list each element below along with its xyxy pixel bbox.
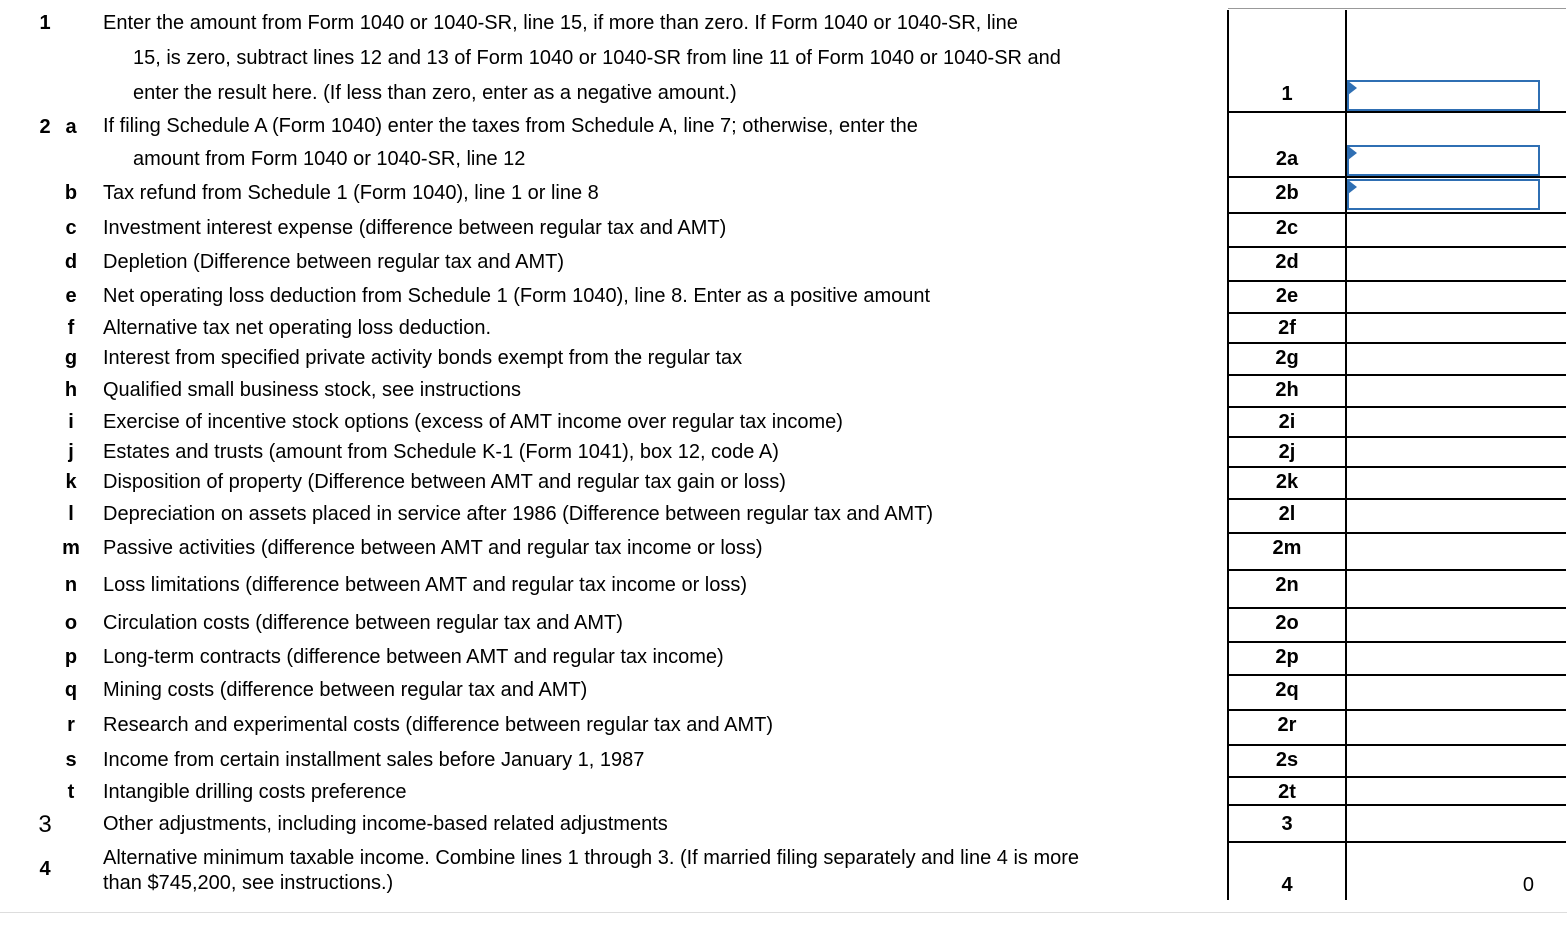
- line-2f-text: Alternative tax net operating loss deduction.: [103, 317, 492, 339]
- line-2m-text: Passive activities (difference between AMT and regular tax income or loss): [103, 537, 763, 559]
- line-2p-text: Long-term contracts (difference between AMT and regular tax income): [103, 646, 724, 668]
- row-rule: [1228, 804, 1566, 806]
- line-2f-label: 2f: [1278, 317, 1296, 339]
- line-2k-amount-input[interactable]: [1347, 468, 1540, 498]
- line-4-number: 4: [39, 858, 51, 880]
- line-2c-text: Investment interest expense (difference between regular tax and AMT): [103, 217, 727, 239]
- line-2i-label: 2i: [1278, 411, 1296, 433]
- line-3-label: 3: [1281, 813, 1293, 835]
- line-2r-label: 2r: [1277, 714, 1297, 736]
- line-2t-text: Intangible drilling costs preference: [103, 781, 407, 803]
- line-3-amount-input[interactable]: [1347, 809, 1540, 840]
- line-2j-label: 2j: [1278, 441, 1296, 463]
- bottom-rule: [0, 912, 1567, 913]
- line-2m-letter: m: [62, 537, 80, 559]
- line-2k-label: 2k: [1275, 471, 1299, 493]
- line-2d-label: 2d: [1275, 251, 1299, 273]
- line-2j-text: Estates and trusts (amount from Schedule K-1 (Form 1041), box 12, code A): [103, 441, 779, 463]
- line-2d-amount-input[interactable]: [1347, 248, 1540, 280]
- row-rule: [1228, 176, 1566, 178]
- line-2l-text: Depreciation on assets placed in service after 1986 (Difference between regular tax and AMT): [103, 503, 934, 525]
- line-2s-letter: s: [65, 749, 77, 771]
- line-2e-text: Net operating loss deduction from Schedule 1 (Form 1040), line 8. Enter as a positive amount: [103, 285, 931, 307]
- line-2h-amount-input[interactable]: [1347, 376, 1540, 406]
- line-2j-letter: j: [68, 441, 74, 463]
- line-2a-label: 2a: [1275, 148, 1299, 170]
- line-2e-label: 2e: [1275, 285, 1299, 307]
- line-1-label: 1: [1281, 83, 1293, 105]
- line-2e-amount-input[interactable]: [1347, 282, 1540, 312]
- line-2d-text: Depletion (Difference between regular tax and AMT): [103, 251, 564, 273]
- line-2n-amount-input[interactable]: [1347, 571, 1540, 607]
- row-rule: [1228, 841, 1566, 843]
- line-2o-label: 2o: [1275, 612, 1299, 634]
- line-4-text: Alternative minimum taxable income. Combine lines 1 through 3. (If married filing separately and line 4 is more than $745,200, see instructions.): [103, 847, 1080, 894]
- line-2c-label: 2c: [1275, 217, 1299, 239]
- line-2j-amount-input[interactable]: [1347, 438, 1540, 466]
- line-2c-amount-input[interactable]: [1347, 214, 1540, 246]
- line-2q-letter: q: [64, 679, 78, 701]
- line-4-label: 4: [1281, 874, 1293, 896]
- line-4-amount: 0: [1522, 874, 1534, 896]
- line-2s-amount-input[interactable]: [1347, 746, 1540, 776]
- line-2h-label: 2h: [1275, 379, 1299, 401]
- line-2t-letter: t: [67, 781, 75, 803]
- line-2l-amount-input[interactable]: [1347, 500, 1540, 532]
- line-2p-letter: p: [64, 646, 78, 668]
- line-2r-text: Research and experimental costs (difference between regular tax and AMT): [103, 714, 773, 736]
- row-rule: [1228, 111, 1566, 113]
- line-2a-letter: a: [65, 116, 77, 138]
- line-2i-letter: i: [68, 411, 74, 433]
- line-3-text: Other adjustments, including income-based related adjustments: [103, 813, 668, 835]
- line-2f-letter: f: [67, 317, 75, 339]
- line-2-number: 2: [39, 116, 51, 138]
- line-2s-text: Income from certain installment sales before January 1, 1987: [103, 749, 645, 771]
- line-2g-letter: g: [64, 347, 78, 369]
- line-2l-letter: l: [68, 503, 74, 525]
- line-2n-text: Loss limitations (difference between AMT and regular tax income or loss): [103, 574, 748, 596]
- line-1-number: 1: [39, 12, 51, 34]
- line-2m-amount-input[interactable]: [1347, 534, 1540, 569]
- line-2r-letter: r: [67, 714, 75, 736]
- line-2o-letter: o: [64, 612, 78, 634]
- line-2h-letter: h: [64, 379, 78, 401]
- line-2g-label: 2g: [1275, 347, 1299, 369]
- line-2e-letter: e: [65, 285, 77, 307]
- line-2i-text: Exercise of incentive stock options (excess of AMT income over regular tax income): [103, 411, 843, 433]
- line-2t-amount-input[interactable]: [1347, 778, 1540, 804]
- line-2m-label: 2m: [1272, 537, 1302, 559]
- line-2n-label: 2n: [1275, 574, 1299, 596]
- line-2n-letter: n: [64, 574, 78, 596]
- line-2b-letter: b: [64, 182, 78, 204]
- line-2l-label: 2l: [1278, 503, 1296, 525]
- line-2r-amount-input[interactable]: [1347, 711, 1540, 744]
- line-2f-amount-input[interactable]: [1347, 314, 1540, 342]
- line-1-amount-input[interactable]: [1347, 80, 1540, 111]
- line-2t-label: 2t: [1278, 781, 1296, 803]
- line-2k-letter: k: [65, 471, 77, 493]
- line-2q-text: Mining costs (difference between regular tax and AMT): [103, 679, 588, 701]
- line-2p-amount-input[interactable]: [1347, 643, 1540, 674]
- line-2o-amount-input[interactable]: [1347, 609, 1540, 641]
- line-2i-amount-input[interactable]: [1347, 408, 1540, 436]
- line-2h-text: Qualified small business stock, see instructions: [103, 379, 521, 401]
- line-2g-text: Interest from specified private activity bonds exempt from the regular tax: [103, 347, 743, 369]
- line-2d-letter: d: [64, 251, 78, 273]
- line-2g-amount-input[interactable]: [1347, 344, 1540, 374]
- line-2b-amount-input[interactable]: [1347, 179, 1540, 210]
- line-2b-label: 2b: [1275, 182, 1299, 204]
- line-2q-label: 2q: [1275, 679, 1299, 701]
- line-2p-label: 2p: [1275, 646, 1299, 668]
- line-2b-text: Tax refund from Schedule 1 (Form 1040), line 1 or line 8: [103, 182, 599, 204]
- line-2k-text: Disposition of property (Difference between AMT and regular tax gain or loss): [103, 471, 786, 493]
- line-2s-label: 2s: [1275, 749, 1299, 771]
- line-3-number: 3: [38, 811, 52, 838]
- line-2o-text: Circulation costs (difference between regular tax and AMT): [103, 612, 623, 634]
- line-2c-letter: c: [65, 217, 77, 239]
- line-2a-amount-input[interactable]: [1347, 145, 1540, 176]
- line-1-text: Enter the amount from Form 1040 or 1040-SR, line 15, if more than zero. If Form 1040 or 1040-SR, line 15, is zero, subtract lines 12 and 13 of Form 1040 or 1040-SR from line 11 of Form 1040 or 1040-SR and enter the result here. (If less than zero, enter as a negative amount.): [103, 12, 1061, 104]
- line-2a-text: If filing Schedule A (Form 1040) enter the taxes from Schedule A, line 7; otherwise, enter the amount from Form 1040 or 1040-SR, line 12: [103, 115, 918, 170]
- top-rule: [1228, 8, 1566, 9]
- line-2q-amount-input[interactable]: [1347, 676, 1540, 709]
